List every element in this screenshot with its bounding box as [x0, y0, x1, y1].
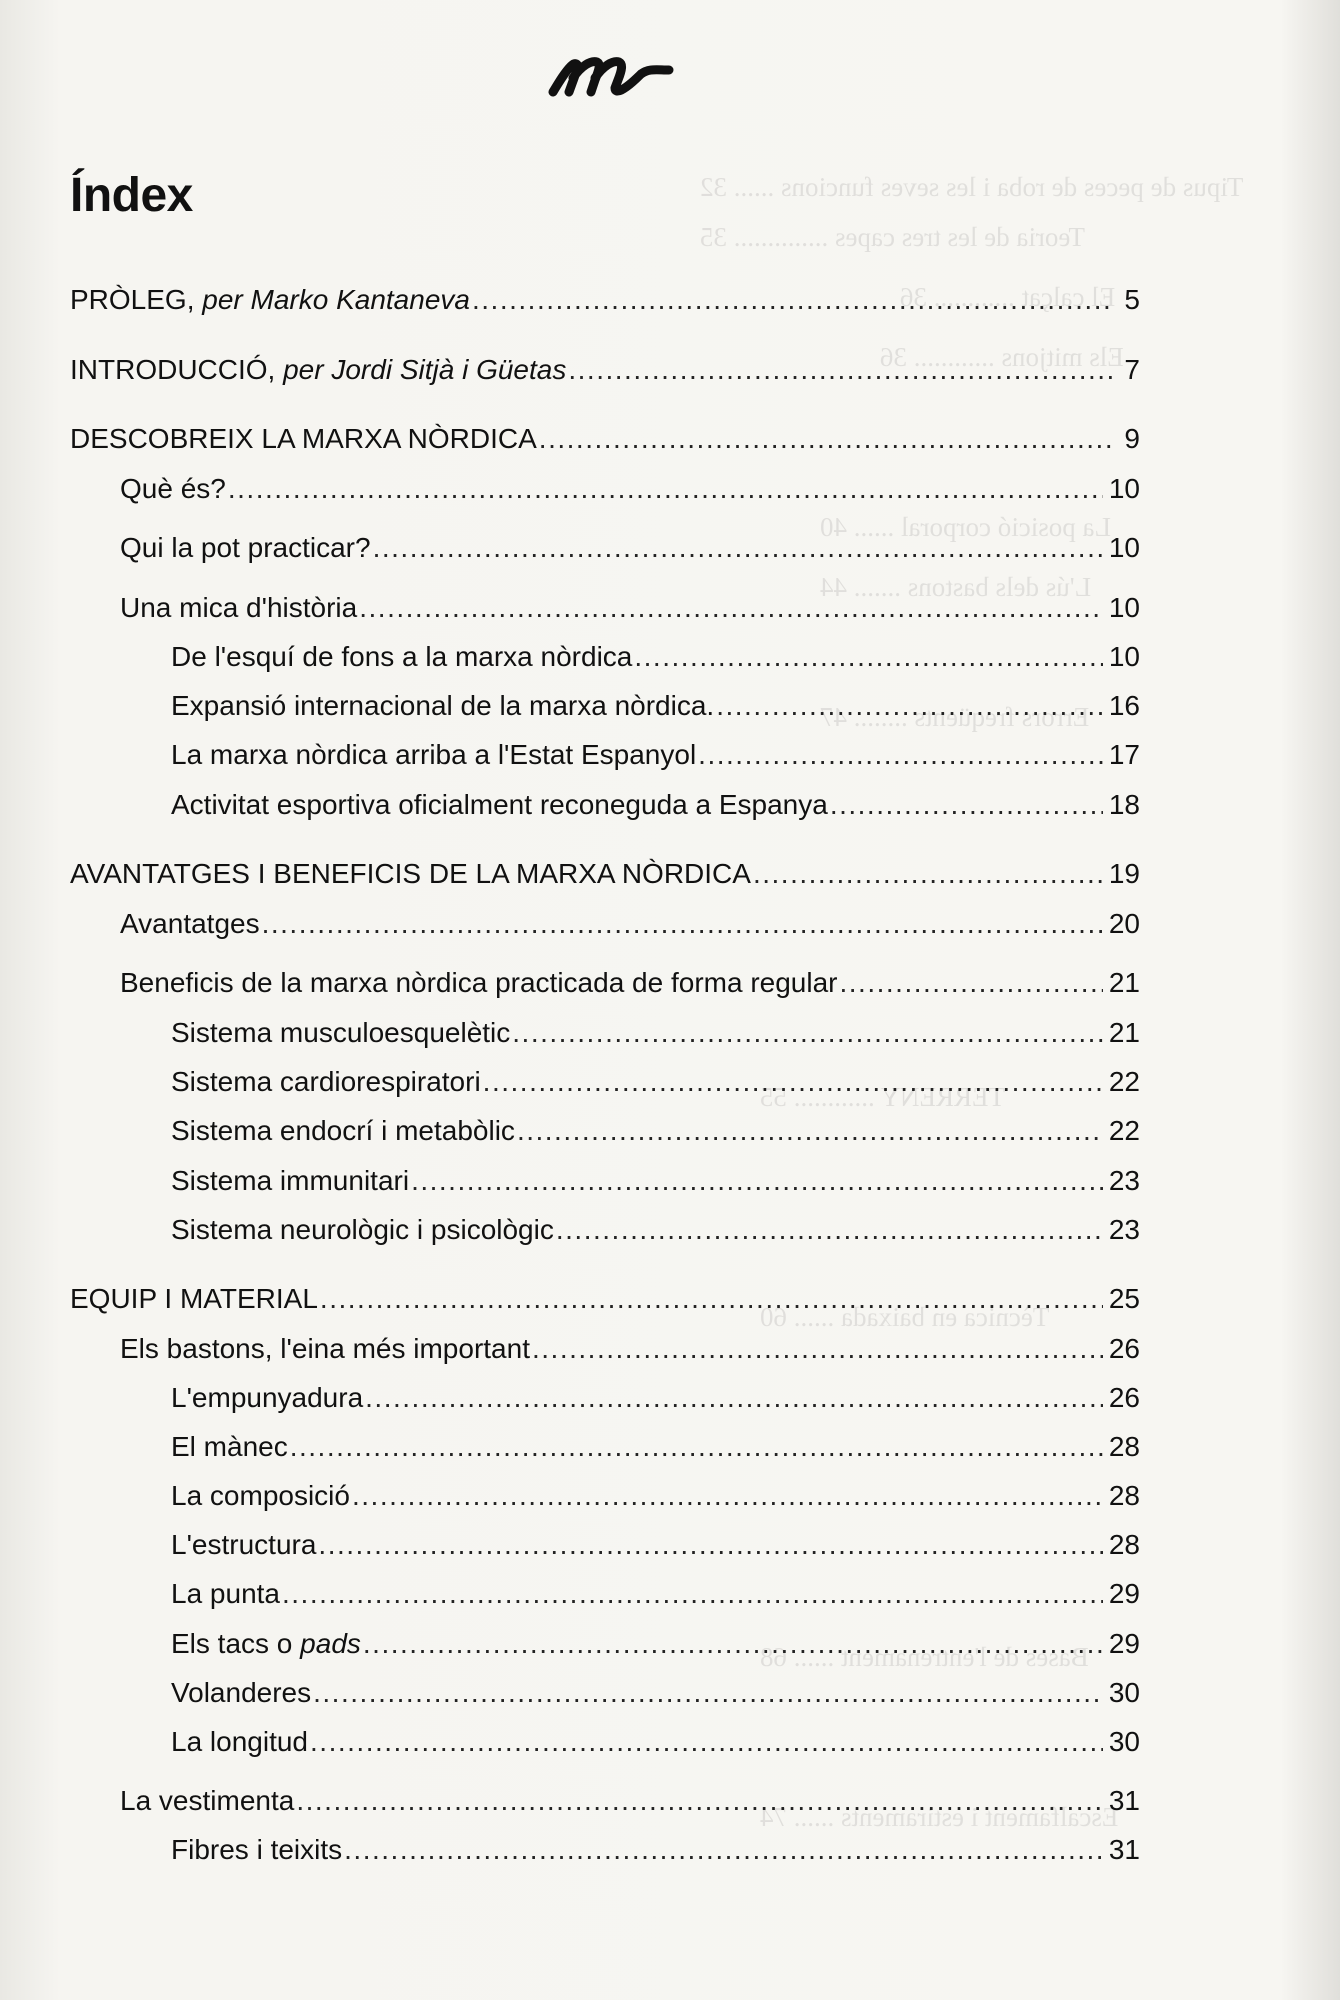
toc-page-number: 31 — [1108, 1785, 1140, 1816]
toc-page-number: 22 — [1108, 1115, 1140, 1146]
toc-entry-title-text: La composició — [171, 1480, 350, 1511]
show-through-text: L'ús dels bastons ....... 44 — [820, 572, 1092, 602]
dot-leader — [512, 1015, 1103, 1051]
toc-entry-title — [171, 1064, 481, 1100]
toc-entry-title — [171, 1626, 361, 1662]
show-through-text: Tipus de peces de roba i les seves funcions ...... 32 — [700, 172, 1244, 202]
toc-entry-level-2 — [171, 1163, 1140, 1199]
toc-entry-level-1 — [120, 590, 1140, 626]
show-through-text: El calçat ............ 36 — [900, 282, 1116, 312]
dot-leader — [228, 471, 1103, 507]
toc-entry-title — [70, 1281, 318, 1317]
toc-entry-level-2 — [171, 1626, 1140, 1662]
toc-entry-level-2 — [171, 1527, 1140, 1563]
toc-page-number: 23 — [1108, 1214, 1140, 1245]
toc-page-number: 28 — [1108, 1431, 1140, 1462]
toc-entry-title — [171, 1527, 316, 1563]
toc-entry-title — [120, 965, 837, 1001]
toc-page-number: 10 — [1108, 641, 1140, 672]
toc-entry-title — [70, 421, 537, 457]
toc-page-number: 18 — [1108, 789, 1140, 820]
toc-entry-title-text: DESCOBREIX LA MARXA NÒRDICA — [70, 423, 537, 454]
toc-entry-title — [171, 737, 696, 773]
toc-page-number: 19 — [1108, 858, 1140, 889]
toc-page-number: 10 — [1108, 532, 1140, 563]
toc-page-number: 29 — [1108, 1628, 1140, 1659]
dot-leader — [532, 1331, 1103, 1367]
toc-entry-title — [120, 1783, 294, 1819]
dot-leader — [296, 1783, 1103, 1819]
toc-entry-level-2 — [171, 1064, 1140, 1100]
toc-entry-level-2 — [171, 1478, 1140, 1514]
toc-entry-level-2 — [171, 1212, 1140, 1248]
page-edge-shadow — [1280, 0, 1340, 2000]
dot-leader — [634, 639, 1102, 675]
toc-entry-title — [70, 282, 470, 318]
toc-page-number: 10 — [1108, 592, 1140, 623]
page-title: Índex — [70, 169, 193, 222]
toc-entry-level-2 — [171, 737, 1140, 773]
toc-entry-title-text: INTRODUCCIÓ, — [70, 354, 284, 385]
toc-entry-level-1 — [120, 530, 1140, 566]
dot-leader — [318, 1527, 1102, 1563]
publisher-logo-icon — [545, 30, 675, 110]
toc-entry-title-text: Sistema musculoesquelètic — [171, 1017, 511, 1048]
toc-entry-title-text: Sistema endocrí i metabòlic — [171, 1115, 515, 1146]
toc-entry-level-0 — [70, 352, 1140, 388]
toc-entry-level-0 — [70, 1281, 1140, 1317]
toc-entry-title — [171, 1576, 280, 1612]
toc-page-number: 10 — [1108, 473, 1140, 504]
toc-entry-level-2 — [171, 787, 1140, 823]
toc-entry-title — [171, 1015, 510, 1051]
dot-leader — [352, 1478, 1103, 1514]
show-through-text: Tècnica en baixada ...... 60 — [760, 1302, 1050, 1332]
toc-entry-title — [70, 856, 751, 892]
dot-leader — [320, 1281, 1103, 1317]
toc-entry-title-text: Una mica d'història — [120, 592, 358, 623]
toc-entry-level-2 — [171, 688, 1140, 724]
toc-entry-title-text: Els bastons, l'eina més important — [120, 1333, 530, 1364]
toc-entry-title — [171, 1113, 515, 1149]
toc-page-number: 21 — [1108, 967, 1140, 998]
dot-leader — [753, 856, 1103, 892]
dot-leader — [483, 1064, 1103, 1100]
toc-entry-title-text: La punta — [171, 1578, 280, 1609]
toc-entry-level-2 — [171, 1724, 1140, 1760]
toc-entry-level-1 — [120, 1783, 1140, 1819]
toc-entry-level-2 — [171, 1832, 1140, 1868]
toc-entry-level-2 — [171, 639, 1140, 675]
toc-entry-title-text: La vestimenta — [120, 1785, 295, 1816]
dot-leader — [313, 1675, 1103, 1711]
toc-entry-level-0 — [70, 282, 1140, 318]
toc-entry-title — [171, 1380, 363, 1416]
toc-entry-level-1 — [120, 965, 1140, 1001]
toc-entry-level-2 — [171, 1015, 1140, 1051]
show-through-text: Teoria de les tres capes .............. 35 — [700, 222, 1085, 252]
toc-entry-title-text: L'estructura — [171, 1529, 317, 1560]
toc-entry-title — [171, 787, 828, 823]
dot-leader — [698, 737, 1103, 773]
toc-entry-title — [171, 1429, 288, 1465]
toc-entry-title-text: Avantatges — [120, 908, 260, 939]
dot-leader — [556, 1212, 1103, 1248]
dot-leader — [310, 1724, 1103, 1760]
toc-entry-title-text: L'empunyadura — [171, 1382, 364, 1413]
dot-leader — [344, 1832, 1103, 1868]
dot-leader — [839, 965, 1102, 1001]
dot-leader — [716, 688, 1103, 724]
toc-page-number: 21 — [1108, 1017, 1140, 1048]
toc-entry-title — [171, 1163, 409, 1199]
toc-page-number: 31 — [1108, 1834, 1140, 1865]
toc-entry-level-2 — [171, 1675, 1140, 1711]
show-through-text: Errors freqüents ........ 47 — [820, 702, 1090, 732]
toc-entry-title — [171, 688, 714, 724]
toc-entry-title — [171, 1212, 554, 1248]
toc-entry-title-text: Sistema immunitari — [171, 1165, 410, 1196]
show-through-text: Els mitjons ............ 36 — [880, 342, 1124, 372]
toc-entry-title-text: La marxa nòrdica arriba a l'Estat Espanyol — [171, 739, 697, 770]
toc-page-number: 26 — [1108, 1333, 1140, 1364]
toc-entry-level-0 — [70, 421, 1140, 457]
toc-entry-level-0 — [70, 856, 1140, 892]
toc-page-number: 9 — [1124, 423, 1140, 454]
toc-entry-title-text: Activitat esportiva oficialment reconeguda a Espanya — [171, 789, 828, 820]
toc-entry-title-text: Què és? — [120, 473, 226, 504]
toc-page-number: 23 — [1108, 1165, 1140, 1196]
show-through-text: Escalfament i estiraments ...... 74 — [760, 1802, 1119, 1832]
toc-entry-level-2 — [171, 1380, 1140, 1416]
dot-leader — [359, 590, 1103, 626]
toc-entry-title-italic: pads — [300, 1628, 361, 1659]
toc-entry-level-2 — [171, 1113, 1140, 1149]
toc-entry-title-text: EQUIP I MATERIAL — [70, 1283, 318, 1314]
toc-page-number: 5 — [1124, 284, 1140, 315]
toc-entry-title — [120, 530, 371, 566]
dot-leader — [517, 1113, 1103, 1149]
toc-entry-title — [120, 590, 357, 626]
toc-entry-title — [171, 639, 632, 675]
toc-entry-level-2 — [171, 1576, 1140, 1612]
toc-page-number: 25 — [1108, 1283, 1140, 1314]
dot-leader — [568, 352, 1112, 388]
toc-page-number: 26 — [1108, 1382, 1140, 1413]
show-through-text: Bases de l'entrenament ...... 68 — [760, 1642, 1089, 1672]
dot-leader — [282, 1576, 1103, 1612]
toc-entry-title-text: Beneficis de la marxa nòrdica practicada de forma regular — [120, 967, 838, 998]
toc-page-number: 29 — [1108, 1578, 1140, 1609]
toc-entry-title — [120, 1331, 530, 1367]
toc-entry-title-text: Sistema cardiorespiratori — [171, 1066, 481, 1097]
toc-entry-title-italic: per Marko Kantaneva — [202, 284, 470, 315]
toc-page-number: 28 — [1108, 1529, 1140, 1560]
dot-leader — [539, 421, 1112, 457]
toc-page-number: 7 — [1124, 354, 1140, 385]
toc-entry-title-text: PRÒLEG, — [70, 284, 203, 315]
toc-entry-title — [171, 1724, 308, 1760]
toc-entry-title-text: Qui la pot practicar? — [120, 532, 371, 563]
toc-entry-title — [120, 906, 260, 942]
toc-entry-level-1 — [120, 471, 1140, 507]
toc-page-number: 16 — [1108, 690, 1140, 721]
dot-leader — [411, 1163, 1103, 1199]
toc-entry-title — [70, 352, 566, 388]
toc-entry-title-text: El mànec — [171, 1431, 288, 1462]
toc-entry-level-2 — [171, 1429, 1140, 1465]
toc-entry-title-text: Fibres i teixits — [171, 1834, 343, 1865]
toc-entry-title-text: Expansió internacional de la marxa nòrdica. — [171, 690, 715, 721]
dot-leader — [363, 1626, 1103, 1662]
toc-entry-level-1 — [120, 1331, 1140, 1367]
toc-page-number: 20 — [1108, 908, 1140, 939]
dot-leader — [365, 1380, 1103, 1416]
toc-page-number: 30 — [1108, 1726, 1140, 1757]
dot-leader — [262, 906, 1103, 942]
toc-page-number: 17 — [1108, 739, 1140, 770]
toc-entry-title-text: Els tacs o — [171, 1628, 301, 1659]
toc-entry-title — [171, 1675, 311, 1711]
toc-entry-title — [171, 1478, 350, 1514]
toc-entry-title-text: De l'esquí de fons a la marxa nòrdica — [171, 641, 633, 672]
show-through-text: La posició corporal ...... 40 — [820, 512, 1111, 542]
toc-entry-title-text: Volanderes — [171, 1677, 312, 1708]
toc-entry-title-text: Sistema neurològic i psicològic — [171, 1214, 554, 1245]
toc-page-number: 30 — [1108, 1677, 1140, 1708]
show-through-text: TERRENY ............ 55 — [760, 1082, 1005, 1112]
toc-entry-level-1 — [120, 906, 1140, 942]
toc-entry-title-text: La longitud — [171, 1726, 309, 1757]
dot-leader — [472, 282, 1112, 318]
toc-entry-title — [120, 471, 226, 507]
toc-entry-title — [171, 1832, 342, 1868]
toc-page-number: 22 — [1108, 1066, 1140, 1097]
dot-leader — [373, 530, 1103, 566]
toc-entry-title-text: AVANTATGES I BENEFICIS DE LA MARXA NÒRDICA — [70, 858, 751, 889]
dot-leader — [290, 1429, 1103, 1465]
toc-entry-title-italic: per Jordi Sitjà i Güetas — [283, 354, 567, 385]
toc-page-number: 28 — [1108, 1480, 1140, 1511]
dot-leader — [830, 787, 1103, 823]
